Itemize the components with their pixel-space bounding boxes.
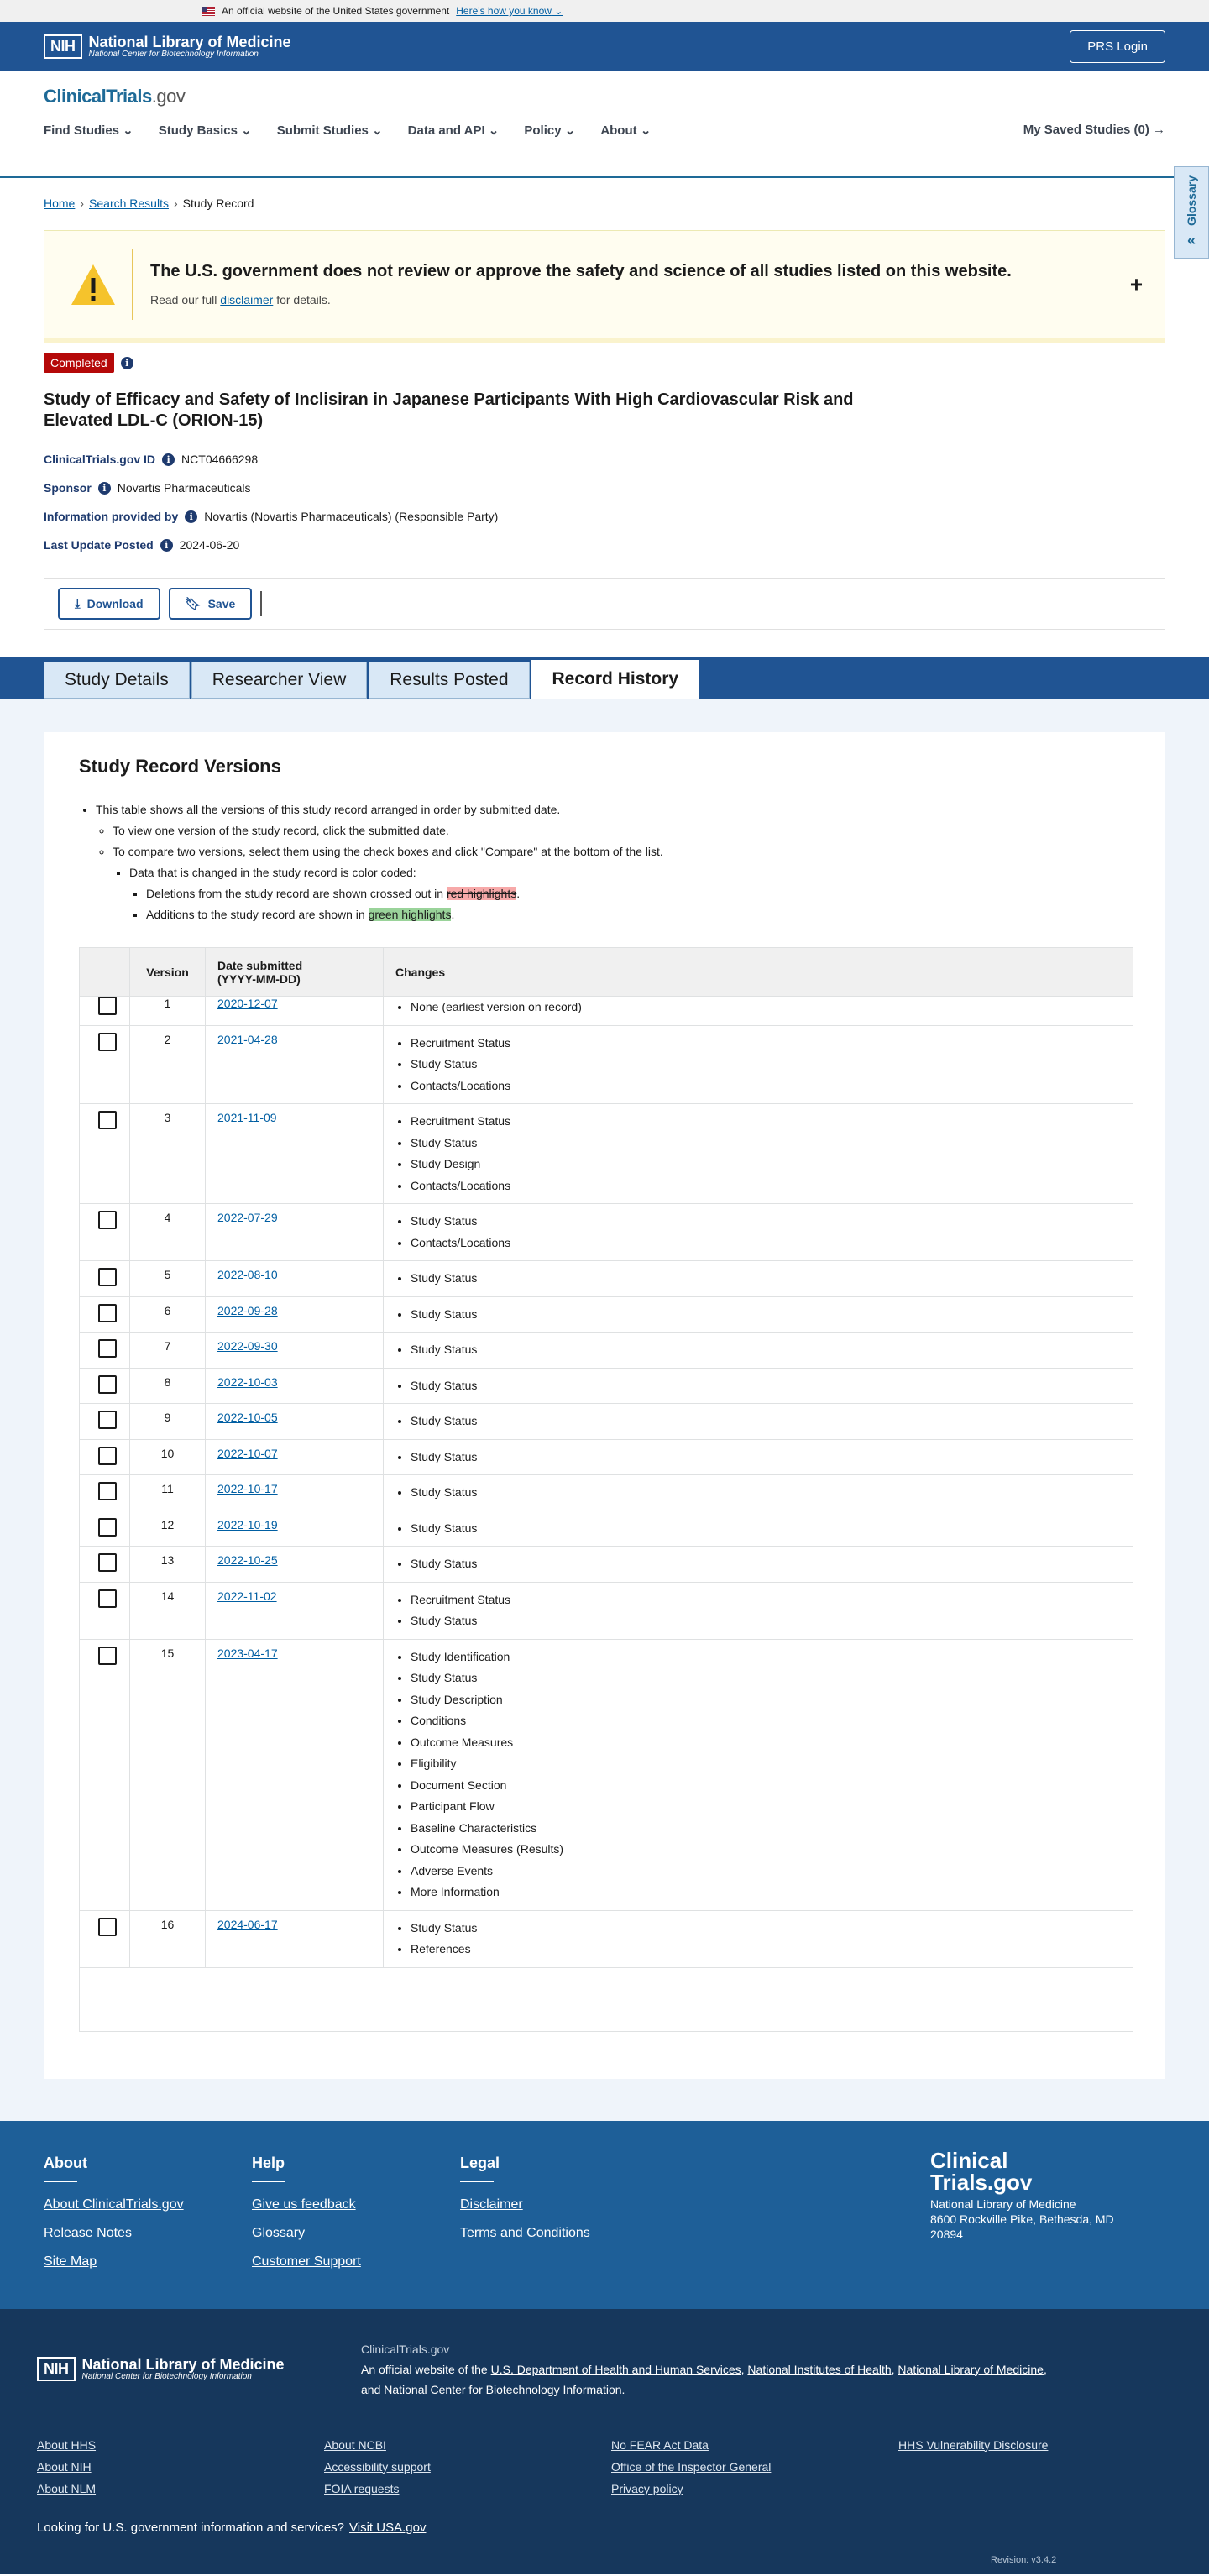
select-cell [80,1910,130,1967]
prs-login-button[interactable]: PRS Login [1070,30,1165,63]
table-row [80,1204,1133,1261]
hhs-vulnerability-link[interactable]: HHS Vulnerability Disclosure [898,2437,1049,2452]
table-header-row [80,948,1133,997]
hhs-link[interactable]: U.S. Department of Health and Human Services [490,2362,741,2376]
footer-rule [252,2181,285,2182]
footer-about-col [44,2155,252,2309]
changes-cell [384,1582,1133,1639]
glossary-tab[interactable] [1174,166,1209,259]
nav-find-studies[interactable]: Find Studies ⌄ [44,123,133,138]
footer-help-col [252,2155,460,2309]
changes-cell [384,997,1133,1026]
nlm-logo[interactable] [44,34,291,59]
table-row [80,1511,1133,1547]
version-date-link[interactable]: 2022-09-28 [217,1303,278,1317]
version-date-link[interactable]: 2022-09-30 [217,1339,278,1353]
footer-link-terms[interactable]: Terms and Conditions [460,2225,590,2240]
info-icon[interactable]: i [162,453,175,466]
version-number: 10 [130,1439,206,1475]
version-date-link[interactable]: 2020-12-07 [217,997,278,1010]
table-row [80,1333,1133,1369]
version-checkbox[interactable] [98,1268,117,1286]
change-item: • Recruitment Status [411,1589,1121,1611]
table-row [80,1439,1133,1475]
nlm-title: National Library of Medicine [88,33,291,50]
change-item: • Baseline Characteristics [411,1818,1121,1840]
version-number: 8 [130,1368,206,1404]
select-cell [80,1368,130,1404]
ncbi-subtitle: National Center for Biotechnology Information [88,49,259,59]
version-number: 16 [130,1910,206,1967]
table-footer-row [80,1967,1133,2031]
version-checkbox[interactable] [98,1211,117,1229]
changes-cell [384,1547,1133,1583]
table-row [80,1104,1133,1204]
change-item: • Study Status [411,1054,1121,1076]
footer-official-text: ClinicalTrials.gov An official website of the U.S. Department of Health and Human Services, National Institutes of Health, National Library of Medicine, and National Center for Biotechnology Information. [361,2342,1047,2396]
select-cell [80,1204,130,1261]
version-checkbox[interactable] [98,1553,117,1572]
alert-title: The U.S. government does not review or approve the safety and science of all studies listed on this website. [150,262,1012,280]
version-checkbox[interactable] [98,1304,117,1322]
changes-cell [384,1104,1133,1204]
footer-nlm-logo[interactable]: NIH National Library of Medicine National Center for Biotechnology Information [37,2339,361,2400]
change-item: • Conditions [411,1710,1121,1732]
version-number: 11 [130,1475,206,1511]
select-cell [80,1547,130,1583]
chevron-down-icon: ⌄ [241,123,252,138]
version-number: 2 [130,1025,206,1104]
date-cell [206,1404,384,1440]
main-nav [44,123,1165,138]
desc-view: ◦ To view one version of the study record, click the submitted date. [113,820,1130,841]
info-icon[interactable]: i [98,482,111,495]
version-number: 6 [130,1296,206,1333]
version-checkbox[interactable] [98,1447,117,1465]
select-cell [80,1104,130,1204]
date-cell [206,1368,384,1404]
versions-description [79,799,1130,925]
breadcrumb-separator-icon: › [173,196,178,210]
about-hhs-link[interactable]: About HHS [37,2437,97,2452]
study-tabs [0,657,1209,699]
col-select [80,948,130,997]
study-title: Study of Efficacy and Safety of Inclisiran in Japanese Participants With High Cardiovascular Risk and Elevated LDL-C (ORION-15) [44,390,854,430]
download-button[interactable]: ⤓ Download [58,588,160,620]
nih-header [0,22,1209,71]
about-ncbi-link[interactable]: About NCBI [324,2437,386,2452]
footer-bottom [0,2309,1209,2574]
footer-help-title: Help [252,2154,285,2171]
footer-link-release-notes[interactable]: Release Notes [44,2225,132,2240]
footer-link-feedback[interactable]: Give us feedback [252,2196,356,2212]
desc-color: ▪ Data that is changed in the study record is color coded: [129,862,1130,883]
change-item: • Study Status [411,1133,1121,1154]
version-date-link[interactable]: 2024-06-17 [217,1917,278,1931]
version-date-link[interactable]: 2022-11-02 [217,1589,277,1603]
change-item: • Study Status [411,1375,1121,1397]
table-row [80,1025,1133,1104]
footer-gov-links [37,2438,1172,2495]
version-number: 12 [130,1511,206,1547]
bookmark-icon: 🔖︎ [185,597,202,611]
change-item: • Contacts/Locations [411,1175,1121,1197]
date-cell [206,1910,384,1967]
change-item: • Study Status [411,1553,1121,1575]
meta-last-update: Last Update Posted i 2024-06-20 [44,538,240,552]
breadcrumb-separator-icon: › [80,196,85,210]
version-number: 13 [130,1547,206,1583]
version-checkbox[interactable] [98,1647,117,1665]
about-nih-link[interactable]: About NIH [37,2459,92,2474]
nih-link[interactable]: National Institutes of Health [747,2362,892,2376]
info-icon[interactable]: i [121,357,133,369]
date-cell [206,1025,384,1104]
nav-policy[interactable]: Policy ⌄ [524,123,576,138]
changes-cell [384,1511,1133,1547]
table-row [80,1368,1133,1404]
col-changes: Changes [384,948,1133,997]
desc-additions: ▪ Additions to the study record are shown in green highlights. [146,904,1130,925]
tab-results-posted[interactable]: Results Posted [369,662,529,699]
footer-link-disclaimer[interactable]: Disclaimer [460,2196,523,2212]
version-number: 7 [130,1333,206,1369]
version-checkbox[interactable] [98,1375,117,1394]
col-version: Version [130,948,206,997]
desc-intro: • This table shows all the versions of this study record arranged in order by submitted date. [96,799,1130,820]
footer-link-glossary[interactable]: Glossary [252,2225,306,2240]
footer-address: National Library of Medicine 8600 Rockville Pike, Bethesda, MD 20894 [930,2196,1114,2241]
version-date-link[interactable]: 2022-08-10 [217,1268,278,1281]
table-row [80,1639,1133,1910]
change-item: • Outcome Measures (Results) [411,1839,1121,1861]
version-checkbox[interactable] [98,1518,117,1537]
gov-banner-text: An official website of the United States government [222,5,450,17]
green-highlight-sample: green highlights [368,908,452,921]
select-cell [80,1404,130,1440]
breadcrumb-home[interactable]: Home [44,196,76,210]
clinicaltrials-logo[interactable]: ClinicalTrials.gov [44,86,186,107]
table-row [80,1547,1133,1583]
table-row [80,1404,1133,1440]
change-item: • Study Status [411,1668,1121,1689]
versions-card [44,732,1165,2079]
study-meta [0,432,1209,559]
foia-link[interactable]: FOIA requests [324,2481,400,2495]
change-item: • Study Status [411,1339,1121,1361]
select-cell [80,1439,130,1475]
version-checkbox[interactable] [98,997,117,1015]
footer-brand [930,2149,1114,2242]
ct-header [0,71,1209,178]
change-item: • Study Status [411,1268,1121,1290]
change-item: • Study Status [411,1918,1121,1940]
version-number: 9 [130,1404,206,1440]
change-item: • References [411,1939,1121,1961]
version-date-link[interactable]: 2021-11-09 [217,1111,277,1124]
date-cell [206,1204,384,1261]
change-item: • Study Status [411,1518,1121,1540]
changes-cell [384,1639,1133,1910]
change-item: • Contacts/Locations [411,1076,1121,1097]
chevron-down-icon: ⌄ [372,123,383,138]
nih-logo-box: NIH [44,34,82,59]
arrow-right-icon: → [1153,123,1165,137]
change-item: • Outcome Measures [411,1732,1121,1754]
actions-divider [260,591,262,616]
alert-divider [132,249,133,320]
accessibility-link[interactable]: Accessibility support [324,2459,431,2474]
date-cell [206,1475,384,1511]
version-checkbox[interactable] [98,1111,117,1129]
red-highlight-sample: red highlights [446,887,517,900]
tab-researcher-view[interactable]: Researcher View [191,662,368,699]
version-number: 14 [130,1582,206,1639]
version-checkbox[interactable] [98,1589,117,1608]
changes-cell [384,1296,1133,1333]
select-cell [80,1511,130,1547]
footer-legal-col [460,2155,668,2309]
changes-cell [384,1025,1133,1104]
select-cell [80,1475,130,1511]
date-cell [206,1333,384,1369]
footer-usa: Looking for U.S. government information and services? Visit USA.gov [37,2520,427,2535]
desc-deletions: ▪ Deletions from the study record are shown crossed out in red highlights. [146,883,1130,904]
change-item: • Study Status [411,1482,1121,1504]
date-cell [206,1261,384,1297]
tab-study-details[interactable]: Study Details [44,662,190,699]
date-cell [206,1547,384,1583]
date-cell [206,1582,384,1639]
version-date-link[interactable]: 2022-10-19 [217,1517,278,1531]
table-row [80,1475,1133,1511]
footer-ct-logo[interactable]: Clinical Trials.gov [930,2147,1033,2195]
changes-cell [384,1439,1133,1475]
meta-info-provided-by: Information provided by i Novartis (Novartis Pharmaceuticals) (Responsible Party) [44,510,499,523]
changes-cell [384,1475,1133,1511]
double-chevron-left-icon: « [1186,232,1196,249]
select-cell [80,1261,130,1297]
version-number: 1 [130,997,206,1026]
version-checkbox[interactable] [98,1482,117,1500]
nav-data-and-api[interactable]: Data and API ⌄ [407,123,500,138]
version-checkbox[interactable] [98,1033,117,1051]
select-cell [80,1582,130,1639]
nav-study-basics[interactable]: Study Basics ⌄ [158,123,252,138]
change-item: • Recruitment Status [411,1033,1121,1055]
version-checkbox[interactable] [98,1339,117,1358]
version-date-link[interactable]: 2022-07-29 [217,1211,278,1224]
date-cell [206,1439,384,1475]
record-history-section [0,699,1209,2121]
change-item: • Adverse Events [411,1861,1121,1882]
changes-cell [384,1204,1133,1261]
table-row [80,997,1133,1026]
changes-cell [384,1404,1133,1440]
version-date-link[interactable]: 2022-10-17 [217,1482,278,1495]
us-flag-icon [202,7,215,16]
changes-cell [384,1333,1133,1369]
version-date-link[interactable]: 2022-10-03 [217,1374,278,1389]
change-item: • Participant Flow [411,1796,1121,1818]
footer-rule [44,2181,77,2182]
select-cell [80,1333,130,1369]
version-number: 15 [130,1639,206,1910]
version-checkbox[interactable] [98,1918,117,1936]
chevron-down-icon: ⌄ [488,123,500,138]
chevron-down-icon: ⌄ [564,123,576,138]
about-nlm-link[interactable]: About NLM [37,2481,97,2495]
footer-about-title: About [44,2154,87,2171]
footer-rule [460,2181,494,2182]
change-item: • Study Status [411,1304,1121,1326]
meta-sponsor: Sponsor i Novartis Pharmaceuticals [44,481,251,495]
change-item: • Study Status [411,1411,1121,1432]
meta-nct-id: ClinicalTrials.gov ID i NCT04666298 [44,453,259,466]
date-cell [206,997,384,1026]
version-number: 4 [130,1204,206,1261]
my-saved-studies-link[interactable]: My Saved Studies (0) → [1023,123,1165,137]
change-item: • Eligibility [411,1753,1121,1775]
date-cell [206,1104,384,1204]
study-actions [44,578,1165,630]
date-cell [206,1639,384,1910]
change-item: • Study Status [411,1610,1121,1632]
footer-legal-title: Legal [460,2154,500,2171]
table-row [80,1582,1133,1639]
nav-submit-studies[interactable]: Submit Studies ⌄ [276,123,383,138]
version-checkbox[interactable] [98,1411,117,1429]
date-cell [206,1296,384,1333]
version-date-link[interactable]: 2021-04-28 [217,1032,278,1046]
table-row [80,1261,1133,1297]
select-cell [80,1639,130,1910]
select-cell [80,997,130,1026]
glossary-label: Glossary [1185,175,1198,226]
change-item: • Recruitment Status [411,1111,1121,1133]
inspector-general-link[interactable]: Office of the Inspector General [611,2459,772,2474]
heres-how-you-know-link[interactable]: Here's how you know ⌄ [456,5,563,17]
changes-cell [384,1368,1133,1404]
changes-cell [384,1261,1133,1297]
changes-cell [384,1910,1133,1967]
version-date-link[interactable]: 2022-10-05 [217,1411,278,1424]
tab-record-history[interactable]: Record History [531,660,700,699]
privacy-link[interactable]: Privacy policy [611,2481,683,2495]
disclaimer-link[interactable]: disclaimer [220,293,274,306]
change-item: • Study Identification [411,1647,1121,1668]
change-item: • Study Status [411,1447,1121,1469]
visit-usa-link[interactable]: Visit USA.gov [349,2520,427,2535]
no-fear-link[interactable]: No FEAR Act Data [611,2437,709,2452]
gov-banner [0,0,1209,22]
change-item: • More Information [411,1882,1121,1903]
revision: Revision: v3.4.2 [991,2554,1057,2565]
save-button[interactable]: 🔖︎ Save [169,588,253,620]
select-cell [80,1025,130,1104]
version-date-link[interactable]: 2022-10-25 [217,1553,278,1567]
chevron-down-icon: ⌄ [640,123,652,138]
change-item: • None (earliest version on record) [411,997,1121,1018]
change-item: • Study Design [411,1154,1121,1175]
versions-heading: Study Record Versions [79,756,281,777]
info-icon[interactable]: i [185,510,197,523]
version-date-link[interactable]: 2023-04-17 [217,1646,278,1660]
nav-about[interactable]: About ⌄ [600,123,652,138]
version-number: 5 [130,1261,206,1297]
footer-top [0,2121,1209,2309]
col-date: Date submitted (YYYY-MM-DD) [206,948,384,997]
table-row [80,1910,1133,1967]
breadcrumb-search-results[interactable]: Search Results [89,196,169,210]
footer-link-support[interactable]: Customer Support [252,2254,361,2269]
breadcrumb-current: Study Record [182,196,254,210]
footer-link-site-map[interactable]: Site Map [44,2254,97,2269]
footer-link-about-ct[interactable]: About ClinicalTrials.gov [44,2196,184,2212]
change-item: • Study Description [411,1689,1121,1711]
disclaimer-alert [44,230,1165,343]
ncbi-link[interactable]: National Center for Biotechnology Information [384,2382,622,2396]
alert-text: Read our full disclaimer for details. [150,293,331,306]
status-badge: Completed [44,353,114,373]
versions-table [79,947,1133,2032]
warning-icon [70,261,117,308]
change-item: • Contacts/Locations [411,1233,1121,1254]
version-number: 3 [130,1104,206,1204]
desc-compare: ◦ To compare two versions, select them using the check boxes and click "Compare" at the bottom of the list. [113,841,1130,862]
chevron-down-icon: ⌄ [123,123,133,138]
breadcrumb [0,178,1209,230]
change-item: • Study Status [411,1211,1121,1233]
version-date-link[interactable]: 2022-10-07 [217,1446,278,1460]
change-item: • Document Section [411,1775,1121,1797]
date-cell [206,1511,384,1547]
status-row [0,343,1209,373]
info-icon[interactable]: i [160,539,173,552]
expand-plus-icon[interactable]: + [1129,271,1143,296]
select-cell [80,1296,130,1333]
download-icon: ⤓ [75,596,81,611]
nlm-link[interactable]: National Library of Medicine [898,2362,1044,2376]
table-row [80,1296,1133,1333]
